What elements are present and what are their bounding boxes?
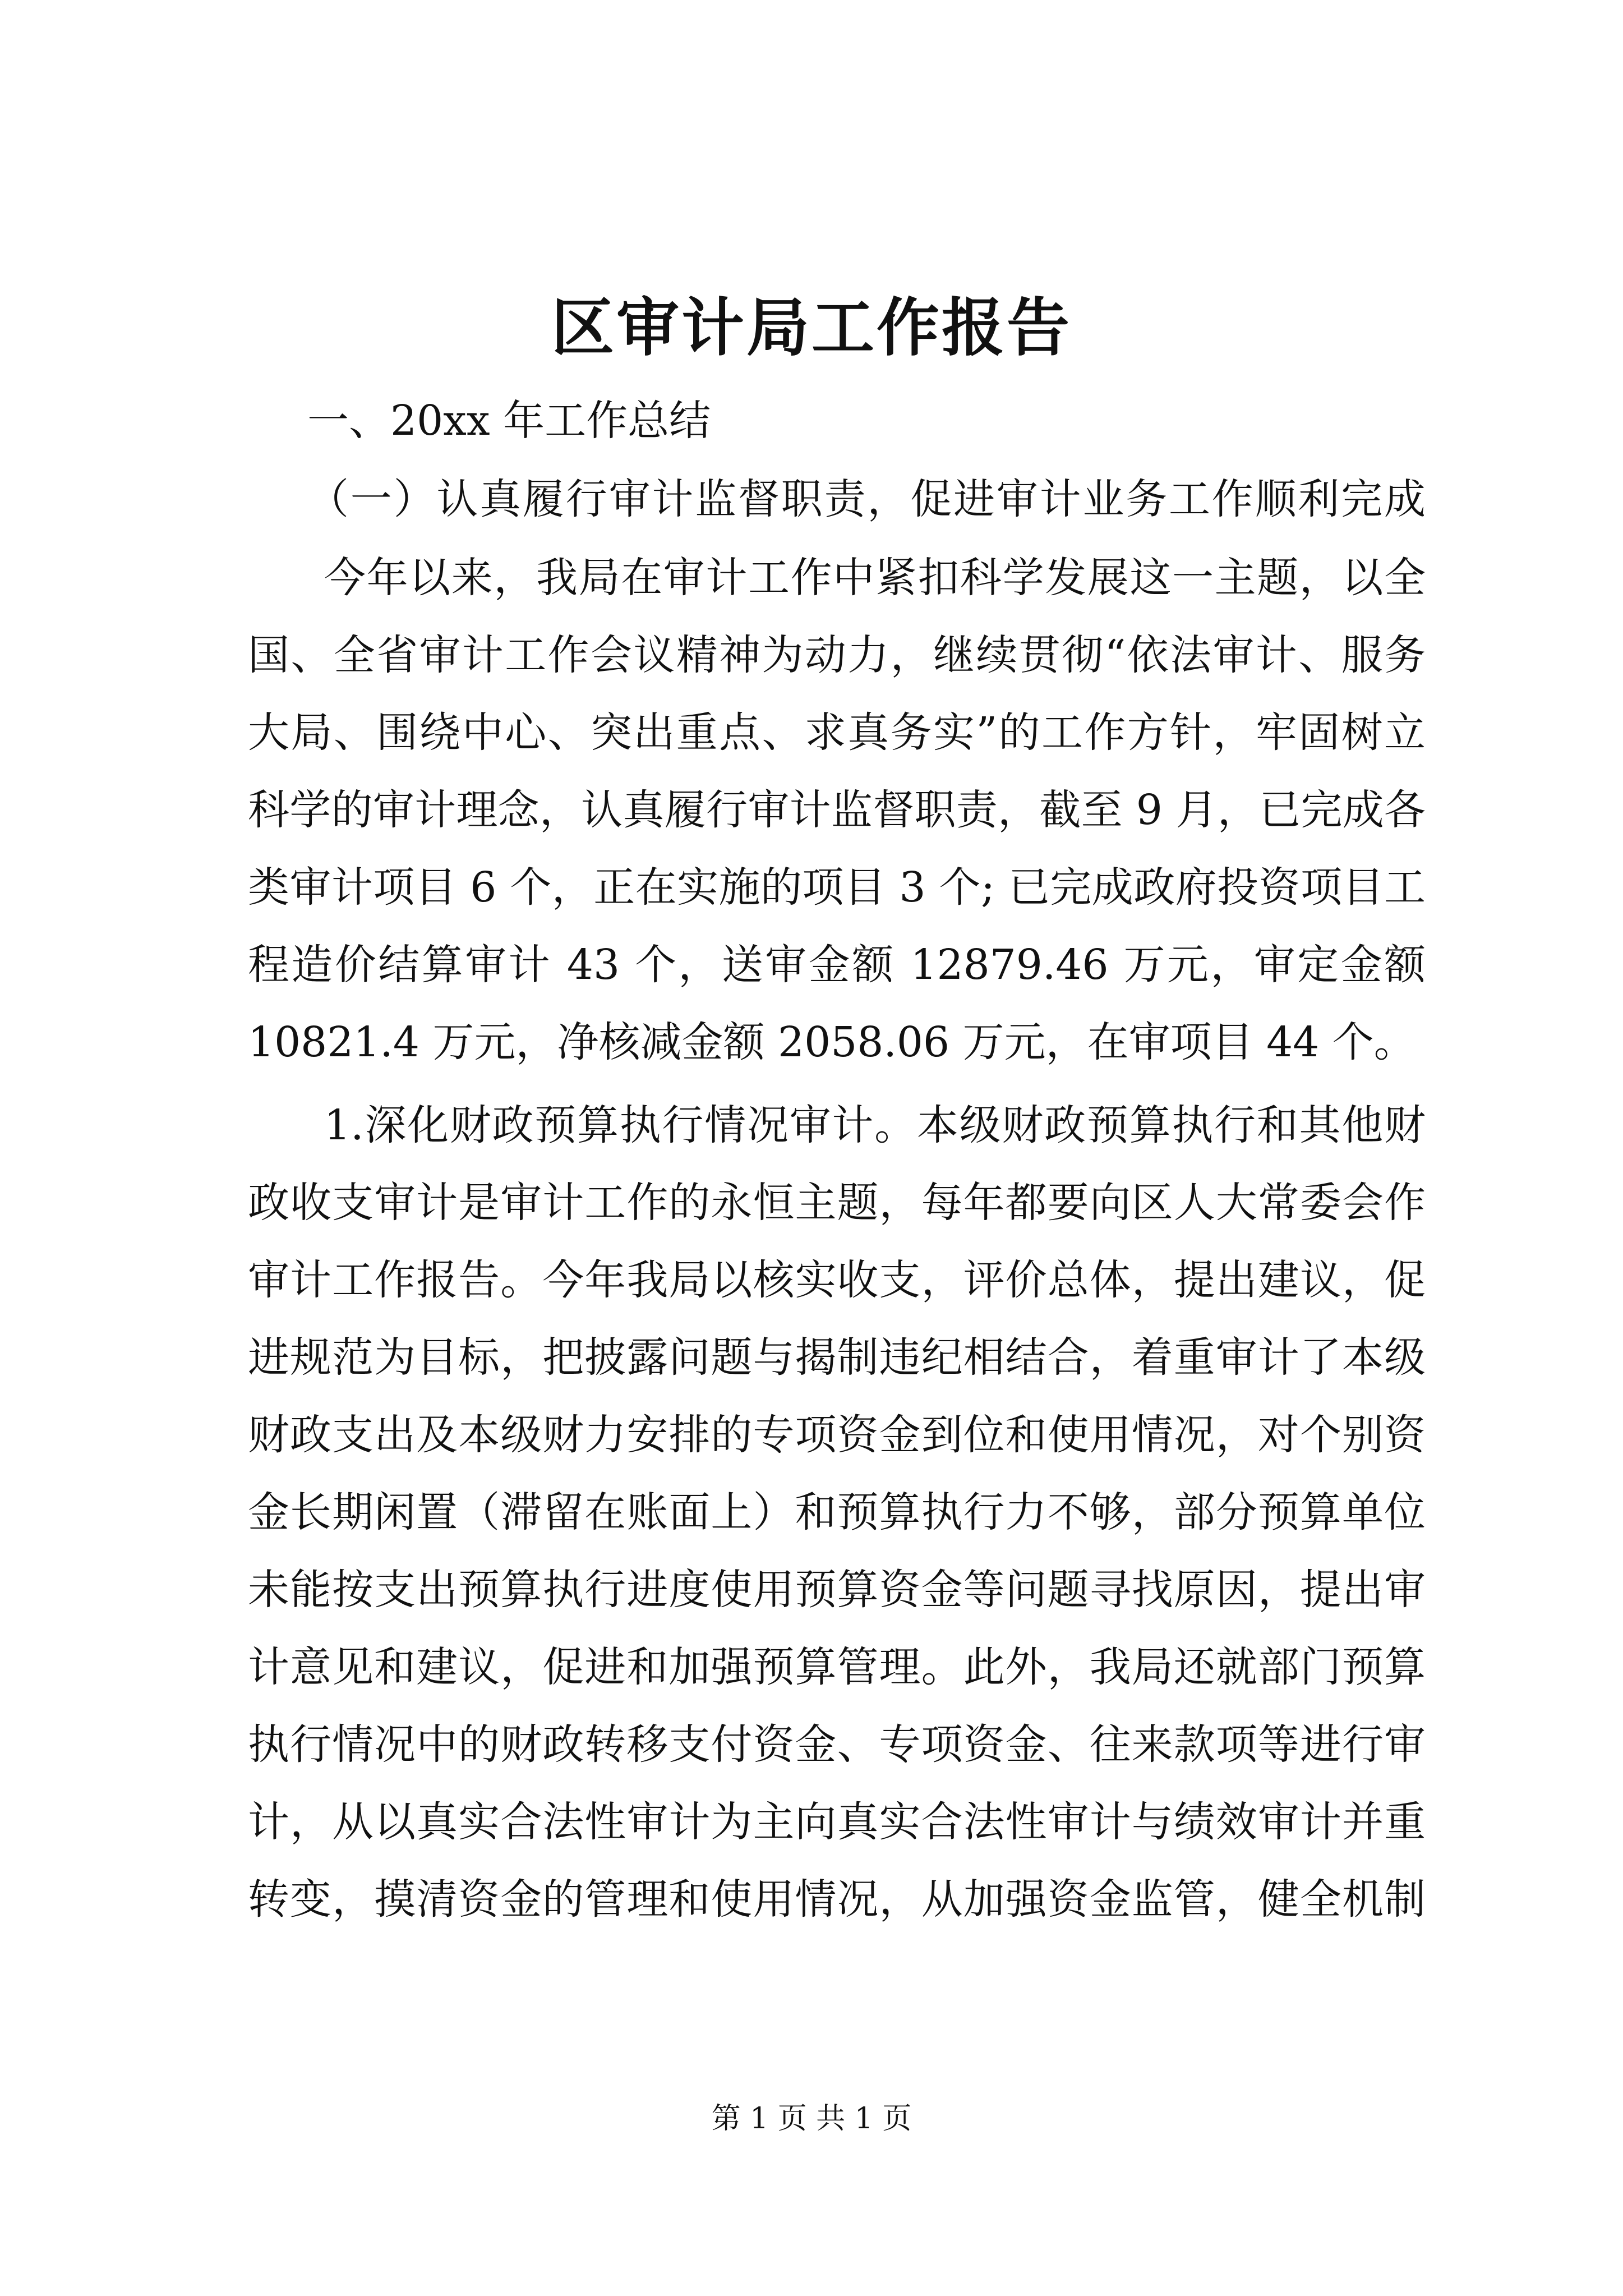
paragraph-line: 转变，摸清资金的管理和使用情况，从加强资金监管，健全机制 xyxy=(248,1875,1426,1924)
sub-heading: （一）认真履行审计监督职责，促进审计业务工作顺利完成 xyxy=(307,475,1426,523)
paragraph-line: 10821.4 万元，净核减金额 2058.06 万元，在审项目 44 个。 xyxy=(248,1018,1415,1066)
paragraph-line: 未能按支出预算执行进度使用预算资金等问题寻找原因，提出审 xyxy=(248,1566,1426,1614)
paragraph-line: 执行情况中的财政转移支付资金、专项资金、往来款项等进行审 xyxy=(248,1720,1426,1769)
page-footer: 第 1 页 共 1 页 xyxy=(711,2102,912,2136)
section-heading: 一、20xx 年工作总结 xyxy=(307,397,711,445)
paragraph-line: 今年以来，我局在审计工作中紧扣科学发展这一主题，以全 xyxy=(324,554,1426,602)
paragraph-line: 程造价结算审计 43 个，送审金额 12879.46 万元，审定金额 xyxy=(248,941,1426,989)
paragraph-line: 进规范为目标，把披露问题与揭制违纪相结合，着重审计了本级 xyxy=(248,1333,1426,1382)
document-title: 区审计局工作报告 xyxy=(551,291,1072,365)
paragraph-line: 审计工作报告。今年我局以核实收支，评价总体，提出建议，促 xyxy=(248,1256,1426,1304)
paragraph-line: 1.深化财政预算执行情况审计。本级财政预算执行和其他财 xyxy=(324,1101,1426,1149)
paragraph-line: 国、全省审计工作会议精神为动力，继续贯彻“依法审计、服务 xyxy=(248,631,1426,679)
paragraph-line: 计意见和建议，促进和加强预算管理。此外，我局还就部门预算 xyxy=(248,1643,1426,1691)
paragraph-line: 政收支审计是审计工作的永恒主题，每年都要向区人大常委会作 xyxy=(248,1179,1426,1227)
paragraph-line: 科学的审计理念，认真履行审计监督职责，截至 9 月，已完成各 xyxy=(248,786,1426,834)
paragraph-line: 财政支出及本级财力安排的专项资金到位和使用情况，对个别资 xyxy=(248,1411,1426,1459)
paragraph-line: 计，从以真实合法性审计为主向真实合法性审计与绩效审计并重 xyxy=(248,1798,1426,1846)
paragraph-line: 大局、围绕中心、突出重点、求真务实”的工作方针，牢固树立 xyxy=(248,708,1426,757)
paragraph-line: 类审计项目 6 个，正在实施的项目 3 个; 已完成政府投资项目工 xyxy=(248,863,1426,912)
paragraph-line: 金长期闲置（滞留在账面上）和预算执行力不够，部分预算单位 xyxy=(248,1488,1426,1536)
